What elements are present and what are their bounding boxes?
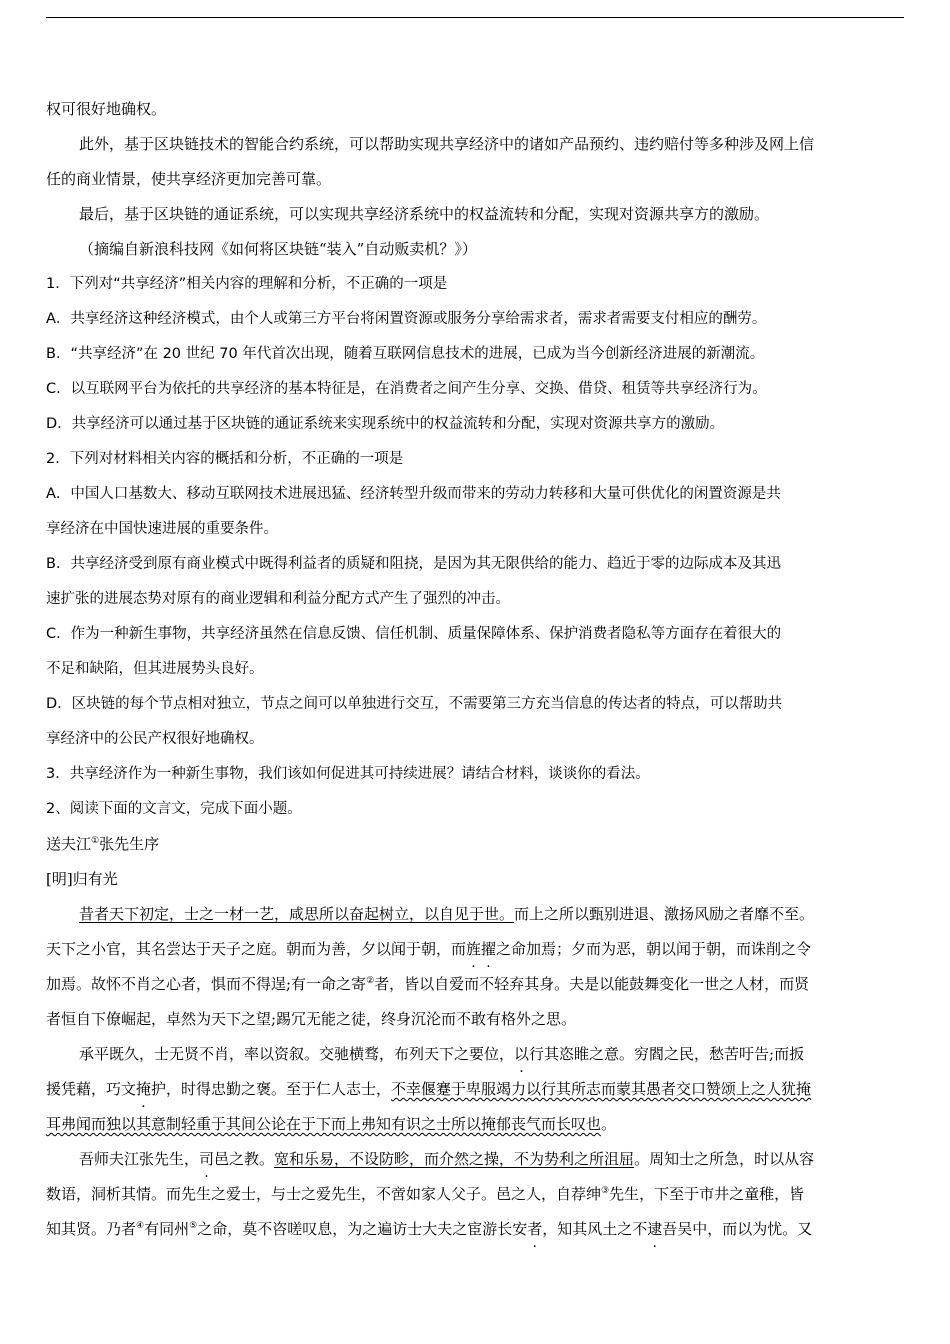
- passage-line: 吾师夫江张先生，司邑之教。宽和乐易，不设防畛，而介然之操，不为势利之所沮屈。周知士之所急，时以从容: [79, 1150, 815, 1168]
- footnote-marker: ②: [366, 976, 375, 986]
- passage-line: 者恒自下僚崛起，卓然为天下之望;踢冗无能之徒，终身沉沦而不敢有格外之思。: [46, 1010, 577, 1028]
- underlined-sentence: 宽和乐易，不设防畛，而介然之操，不为势利之所沮屈: [274, 1150, 635, 1168]
- section-2: [46, 792, 904, 1247]
- passage-line: 数语，洞析其情。而先生之爱士，与士之爱先生，不啻如家人父子。邑之人，自荐绅③先生，下至于市井之童稚，皆: [46, 1185, 805, 1203]
- passage-line: 承平既久，士无贤不肖，率以资叙。交驰横骛，布列天下之要位，以行其恣睢之意。穷閻之民，愁苦吁告;而扳: [79, 1045, 805, 1063]
- dotted-char: 逮: [647, 1220, 663, 1238]
- intro-line: 任的商业情景，使共享经济更加完善可靠。: [46, 170, 332, 188]
- passage-line: 昔者天下初定，士之一材一艺，咸思所以奋起树立，以自见于世。而上之所以甄别进退、激扬风励之者靡不至。: [79, 905, 815, 923]
- dotted-char: 擢: [481, 940, 497, 958]
- question-stem: 3．共享经济作为一种新生事物，我们该如何促进其可持续进展？请结合材料，谈谈你的看法。: [46, 766, 650, 782]
- underlined-sentence: 昔者天下初定，士之一材一艺，咸思所以奋起树立，以自见于世。: [79, 905, 515, 923]
- dotted-char: 以: [514, 1045, 530, 1063]
- dotted-char: 旌: [466, 940, 482, 958]
- option-c: C．作为一种新生事物，共享经济虽然在信息反馈、信任机制、质量保障体系、保护消费者隐私等方面存在着很大的: [46, 626, 782, 642]
- dotted-char: 掩: [136, 1080, 152, 1098]
- option-b-cont: 速扩张的进展态势对原有的商业逻辑和利益分配方式产生了强烈的冲击。: [46, 591, 510, 607]
- passage-author: [明]归有光: [46, 870, 118, 888]
- footnote-marker: ①: [91, 836, 100, 846]
- wavy-underlined-text: 耳弗闻而独以其意制轻重于其间公论在于下而上弗知有识之士所以掩郁丧气而长叹也: [46, 1115, 602, 1133]
- dotted-char: 者: [527, 1220, 543, 1238]
- passage-line: 援凭藉，巧文掩护，时得忠勤之褒。至于仁人志士，不幸偃蹇于卑服竭力以行其所志而蒙其愚者交口赞颂上之人犹掩: [46, 1080, 812, 1098]
- footnote-marker: ④: [136, 1221, 145, 1231]
- question-3: [46, 757, 904, 792]
- passage-line: 加焉。故怀不肖之心者，惧而不得逞;有一命之寄②者，皆以自爱而不轻弃其身。夫是以能鼓舞变化一世之人材，而贤: [46, 975, 810, 993]
- passage-paragraph-3: [46, 1142, 904, 1247]
- passage-paragraph-2: [46, 1037, 904, 1142]
- intro-line: 权可很好地确权。: [46, 100, 167, 118]
- question-2: [46, 442, 904, 757]
- option-a: A．共享经济这种经济模式，由个人或第三方平台将闲置资源或服务分享给需求者，需求者需要支付相应的酬劳。: [46, 311, 767, 327]
- option-d: D．区块链的每个节点相对独立，节点之间可以单独进行交互，不需要第三方充当信息的传达者的特点，可以帮助共: [46, 696, 783, 712]
- question-stem: 1．下列对“共享经济”相关内容的理解和分析，不正确的一项是: [46, 276, 448, 292]
- section-heading: 2、阅读下面的文言文，完成下面小题。: [46, 801, 302, 817]
- passage-line: 知其贤。乃者④有同州⑤之命，莫不咨嗟叹息，为之遍访士大夫之宦游长安者，知其风土之不逮吾吴中，而以为忧。又: [46, 1220, 813, 1238]
- intro-line: 此外，基于区块链技术的智能合约系统，可以帮助实现共享经济中的诸如产品预约、违约赔付等多种涉及网上信: [79, 135, 815, 153]
- intro-passage-end: [46, 92, 904, 267]
- passage-line: 天下之小官，其名尝达于天子之庭。朝而为善，夕以闻于朝，而旌擢之命加焉；夕而为恶，朝以闻于朝，而诛削之令: [46, 940, 812, 958]
- wavy-underlined-text: 不幸偃蹇于卑服竭力以行其所志而蒙其愚者交口赞颂上之人犹掩: [391, 1080, 812, 1098]
- source-citation: （摘编自新浪科技网《如何将区块链“装入”自动贩卖机？》）: [79, 240, 477, 258]
- question-1: [46, 267, 904, 442]
- option-a-cont: 享经济在中国快速进展的重要条件。: [46, 521, 278, 537]
- question-stem: 2．下列对材料相关内容的概括和分析，不正确的一项是: [46, 451, 404, 467]
- option-c: C．以互联网平台为依托的共享经济的基本特征是，在消费者之间产生分享、交换、借贷、租赁等共享经济行为。: [46, 381, 767, 397]
- passage-paragraph-1: [46, 897, 904, 1037]
- option-b: B．“共享经济”在 20 世纪 70 年代首次出现，随着互联网信息技术的进展，已成为当今创新经济进展的新潮流。: [46, 346, 765, 362]
- passage-title: 送夫江①张先生序: [46, 835, 160, 853]
- footnote-marker: ⑤: [189, 1221, 198, 1231]
- option-d-cont: 享经济中的公民产权很好地确权。: [46, 731, 264, 747]
- option-d: D．共享经济可以通过基于区块链的通证系统来实现系统中的权益流转和分配，实现对资源共享方的激励。: [46, 416, 725, 432]
- option-a: A．中国人口基数大、移动互联网技术进展迅猛、经济转型升级而带来的劳动力转移和大量可供优化的闲置资源是共: [46, 486, 781, 502]
- passage-line: 耳弗闻而独以其意制轻重于其间公论在于下而上弗知有识之士所以掩郁丧气而长叹也。: [46, 1115, 617, 1133]
- intro-line: 最后，基于区块链的通证系统，可以实现共享经济系统中的权益流转和分配，实现对资源共享方的激励。: [79, 205, 770, 223]
- option-c-cont: 不足和缺陷，但其进展势头良好。: [46, 661, 264, 677]
- top-rule: [46, 17, 904, 18]
- footnote-marker: ③: [601, 1186, 610, 1196]
- document-body: [46, 92, 904, 1247]
- option-b: B．共享经济受到原有商业模式中既得利益者的质疑和阻挠，是因为其无限供给的能力、趋近于零的边际成本及其迅: [46, 556, 781, 572]
- dotted-char: 司: [199, 1150, 215, 1168]
